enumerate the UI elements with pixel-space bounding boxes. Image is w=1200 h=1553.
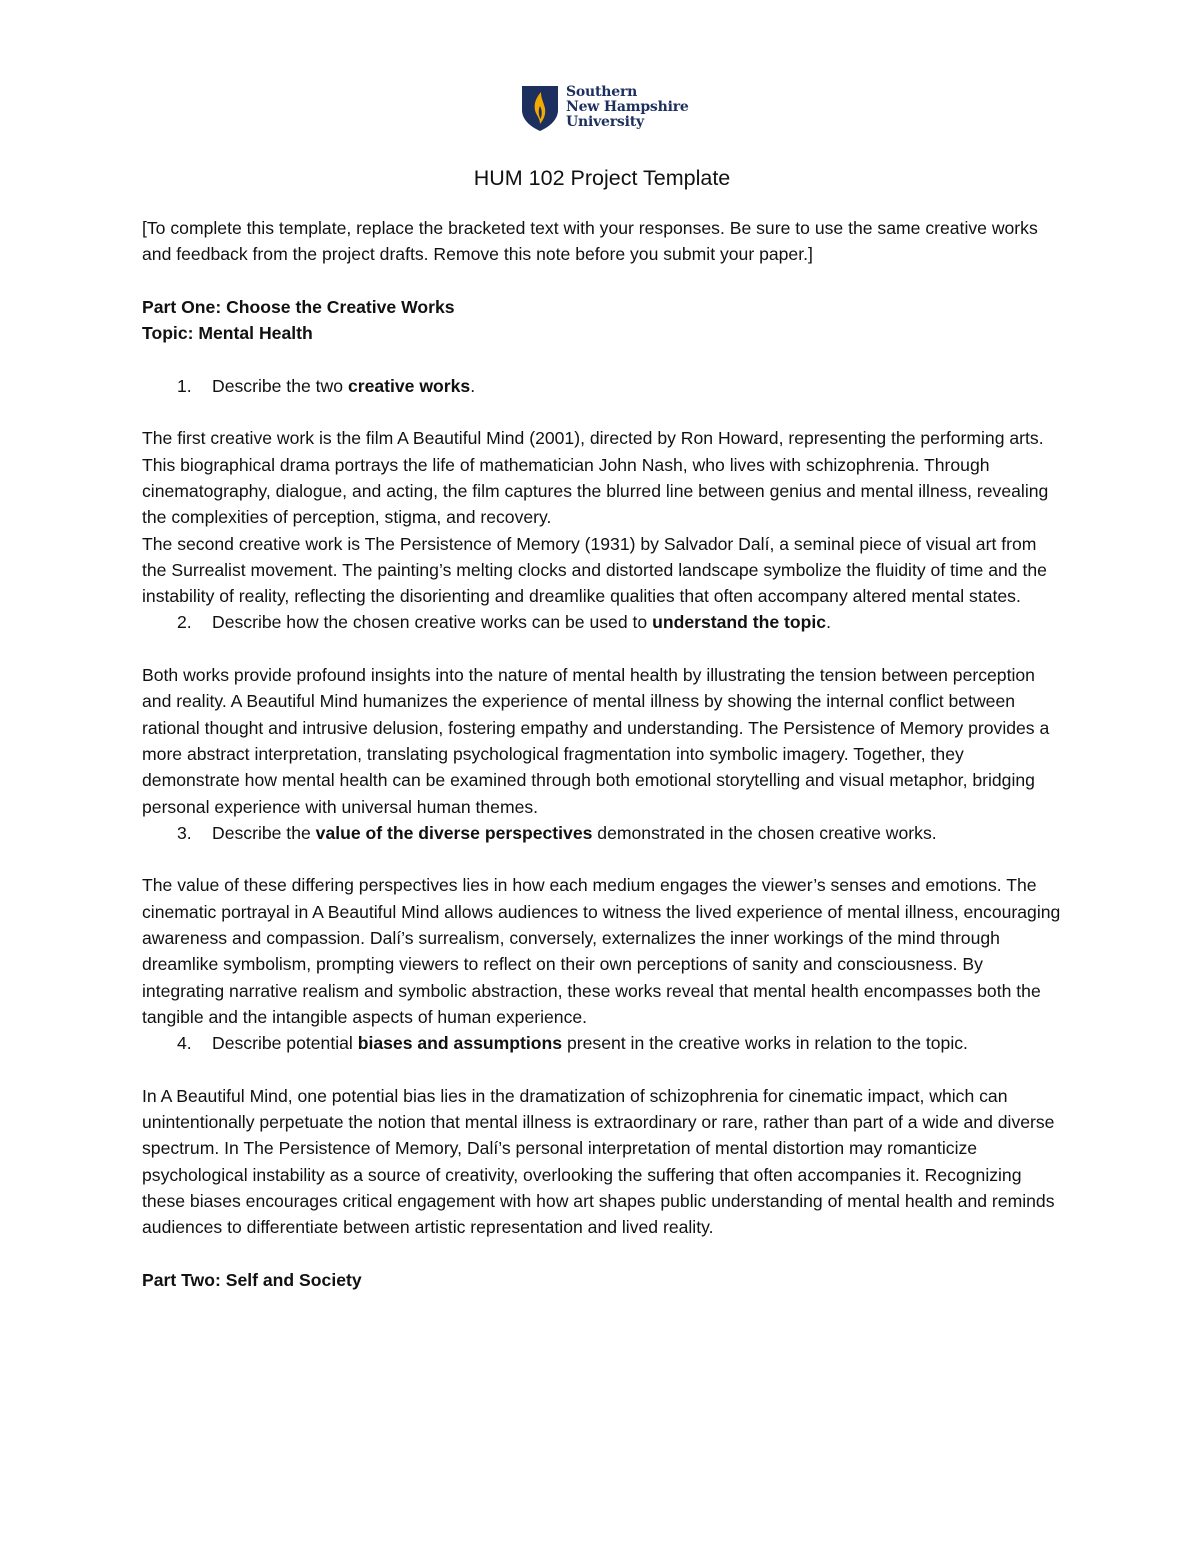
question-text-end: present in the creative works in relation to the topic. xyxy=(562,1033,968,1054)
question-keyword: biases and assumptions xyxy=(357,1033,563,1054)
question-text: Describe the xyxy=(212,822,316,843)
question-3 xyxy=(142,820,1062,846)
question-4 xyxy=(142,1030,1062,1056)
logo-line-2: New Hampshire xyxy=(566,99,689,115)
question-text-end: demonstrated in the chosen creative works. xyxy=(592,822,937,843)
logo-line-1: Southern xyxy=(566,84,638,100)
template-instructions: [To complete this template, replace the bracketed text with your responses. Be sure to use the same creative works and feedback from the project drafts. Remove this note before you submit your paper.] xyxy=(142,218,1038,265)
question-keyword: value of the diverse perspectives xyxy=(315,822,593,843)
question-number: 3. xyxy=(177,822,192,843)
answer-1-paragraph-1: The first creative work is the film A Beautiful Mind (2001), directed by Ron Howard, representing the performing arts. This biographical drama portrays the life of mathematician John Nash, who lives with schizophrenia. Through cinematography, dialogue, and acting, the film captures the blurred line between genius and mental illness, revealing the complexities of perception, stigma, and recovery. xyxy=(142,428,1049,528)
page-title: HUM 102 Project Template xyxy=(473,166,731,190)
answer-3: The value of these differing perspectives lies in how each medium engages the viewer’s senses and emotions. The cinematic portrayal in A Beautiful Mind allows audiences to witness the lived experience of mental illness, encouraging awareness and compassion. Dalí’s surrealism, conversely, externalizes the inner workings of the mind through dreamlike symbolism, prompting viewers to reflect on their own perceptions of sanity and consciousness. By integrating narrative realism and symbolic abstraction, these works reveal that mental health encompasses both the tangible and the intangible aspects of human experience. xyxy=(142,875,1061,1027)
topic-heading: Topic: Mental Health xyxy=(142,323,313,344)
question-number: 1. xyxy=(177,375,192,396)
question-keyword: understand the topic xyxy=(652,612,827,633)
document-body xyxy=(142,163,1062,1293)
university-logo xyxy=(520,84,689,132)
shield-flame-icon xyxy=(520,84,560,132)
question-text: Describe potential xyxy=(212,1033,358,1054)
logo-line-3: University xyxy=(566,114,644,130)
question-text-end: . xyxy=(826,612,831,633)
question-text: Describe the two xyxy=(212,375,348,396)
question-text: Describe how the chosen creative works can be used to xyxy=(212,612,653,633)
part-one-heading: Part One: Choose the Creative Works xyxy=(142,296,455,317)
question-number: 2. xyxy=(177,612,192,633)
question-2 xyxy=(142,609,1062,635)
question-1 xyxy=(142,373,1062,399)
answer-1-paragraph-2: The second creative work is The Persistence of Memory (1931) by Salvador Dalí, a seminal piece of visual art from the Surrealist movement. The painting’s melting clocks and distorted landscape symbolize the fluidity of time and the instability of reality, reflecting the disorienting and dreamlike qualities that often accompany altered mental states. xyxy=(142,533,1047,607)
question-number: 4. xyxy=(177,1033,192,1054)
part-two-heading: Part Two: Self and Society xyxy=(142,1269,362,1290)
question-keyword: creative works xyxy=(347,375,471,396)
answer-2: Both works provide profound insights into the nature of mental health by illustrating the tension between perception and reality. A Beautiful Mind humanizes the experience of mental illness by showing the internal conflict between rational thought and intrusive delusion, fostering empathy and understanding. The Persistence of Memory provides a more abstract interpretation, translating psychological fragmentation into symbolic imagery. Together, they demonstrate how mental health can be examined through both emotional storytelling and visual metaphor, bridging personal experience with universal human themes. xyxy=(142,665,1050,817)
answer-4: In A Beautiful Mind, one potential bias lies in the dramatization of schizophrenia for cinematic impact, which can unintentionally perpetuate the notion that mental illness is extraordinary or rare, rather than part of a wide and diverse spectrum. In The Persistence of Memory, Dalí’s personal interpretation of mental distortion may romanticize psychological instability as a source of creativity, overlooking the suffering that often accompanies it. Recognizing these biases encourages critical engagement with how art shapes public understanding of mental health and reminds audiences to differentiate between artistic representation and lived reality. xyxy=(142,1085,1055,1238)
question-text-end: . xyxy=(470,375,476,396)
